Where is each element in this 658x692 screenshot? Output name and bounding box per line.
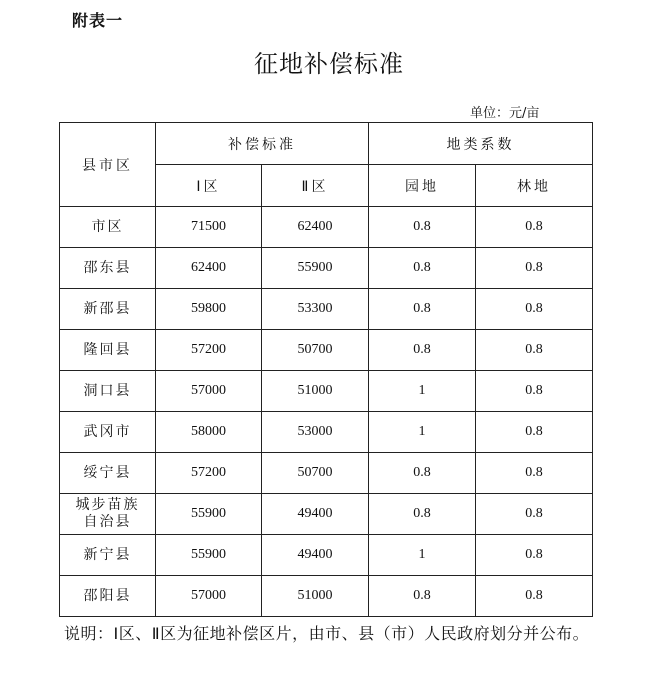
cell-zone-1: 62400 xyxy=(156,248,262,289)
footnote: 说明：Ⅰ区、Ⅱ区为征地补偿区片，由市、县（市）人民政府划分并公布。 xyxy=(64,624,590,643)
header-land-coefficient: 地类系数 xyxy=(369,123,593,165)
table-row xyxy=(60,207,593,248)
cell-zone-2: 51000 xyxy=(262,576,369,617)
cell-zone-1: 57000 xyxy=(156,576,262,617)
cell-garden: 0.8 xyxy=(369,330,476,371)
header-row-1 xyxy=(60,123,593,165)
cell-region: 洞口县 xyxy=(60,371,156,412)
compensation-table xyxy=(59,122,593,617)
page-title: 征地补偿标准 xyxy=(254,50,404,78)
cell-forest: 0.8 xyxy=(476,576,593,617)
cell-zone-1: 57200 xyxy=(156,453,262,494)
table-row xyxy=(60,453,593,494)
table-row xyxy=(60,248,593,289)
cell-region: 城步苗族自治县 xyxy=(60,494,156,535)
cell-region: 武冈市 xyxy=(60,412,156,453)
cell-zone-2: 49400 xyxy=(262,535,369,576)
table-row xyxy=(60,576,593,617)
cell-garden: 1 xyxy=(369,371,476,412)
cell-forest: 0.8 xyxy=(476,535,593,576)
cell-forest: 0.8 xyxy=(476,207,593,248)
cell-region: 绥宁县 xyxy=(60,453,156,494)
cell-zone-1: 59800 xyxy=(156,289,262,330)
cell-garden: 0.8 xyxy=(369,494,476,535)
cell-zone-1: 57200 xyxy=(156,330,262,371)
cell-garden: 0.8 xyxy=(369,453,476,494)
header-zone-1: Ⅰ区 xyxy=(156,165,262,207)
cell-zone-2: 49400 xyxy=(262,494,369,535)
cell-garden: 0.8 xyxy=(369,576,476,617)
cell-forest: 0.8 xyxy=(476,330,593,371)
cell-zone-2: 50700 xyxy=(262,330,369,371)
cell-forest: 0.8 xyxy=(476,371,593,412)
table-row xyxy=(60,412,593,453)
cell-zone-2: 62400 xyxy=(262,207,369,248)
cell-zone-2: 53300 xyxy=(262,289,369,330)
cell-forest: 0.8 xyxy=(476,494,593,535)
cell-zone-1: 57000 xyxy=(156,371,262,412)
table-row xyxy=(60,494,593,535)
cell-zone-2: 50700 xyxy=(262,453,369,494)
cell-garden: 1 xyxy=(369,535,476,576)
cell-region: 隆回县 xyxy=(60,330,156,371)
table-row xyxy=(60,371,593,412)
table-row xyxy=(60,330,593,371)
cell-forest: 0.8 xyxy=(476,248,593,289)
cell-garden: 1 xyxy=(369,412,476,453)
cell-region: 新邵县 xyxy=(60,289,156,330)
header-region: 县市区 xyxy=(60,123,156,207)
cell-zone-2: 53000 xyxy=(262,412,369,453)
cell-region: 新宁县 xyxy=(60,535,156,576)
appendix-label: 附表一 xyxy=(72,11,124,30)
cell-region: 市区 xyxy=(60,207,156,248)
cell-zone-1: 71500 xyxy=(156,207,262,248)
cell-zone-2: 51000 xyxy=(262,371,369,412)
header-compensation-standard: 补偿标准 xyxy=(156,123,369,165)
cell-forest: 0.8 xyxy=(476,453,593,494)
header-forest: 林地 xyxy=(476,165,593,207)
cell-zone-1: 55900 xyxy=(156,535,262,576)
header-zone-2: Ⅱ区 xyxy=(262,165,369,207)
unit-label: 单位：元/亩 xyxy=(470,106,540,121)
cell-garden: 0.8 xyxy=(369,248,476,289)
cell-forest: 0.8 xyxy=(476,289,593,330)
header-garden: 园地 xyxy=(369,165,476,207)
table-row xyxy=(60,535,593,576)
cell-region: 邵东县 xyxy=(60,248,156,289)
cell-region: 邵阳县 xyxy=(60,576,156,617)
cell-zone-1: 55900 xyxy=(156,494,262,535)
table-row xyxy=(60,289,593,330)
cell-garden: 0.8 xyxy=(369,289,476,330)
cell-zone-1: 58000 xyxy=(156,412,262,453)
cell-forest: 0.8 xyxy=(476,412,593,453)
cell-zone-2: 55900 xyxy=(262,248,369,289)
cell-garden: 0.8 xyxy=(369,207,476,248)
